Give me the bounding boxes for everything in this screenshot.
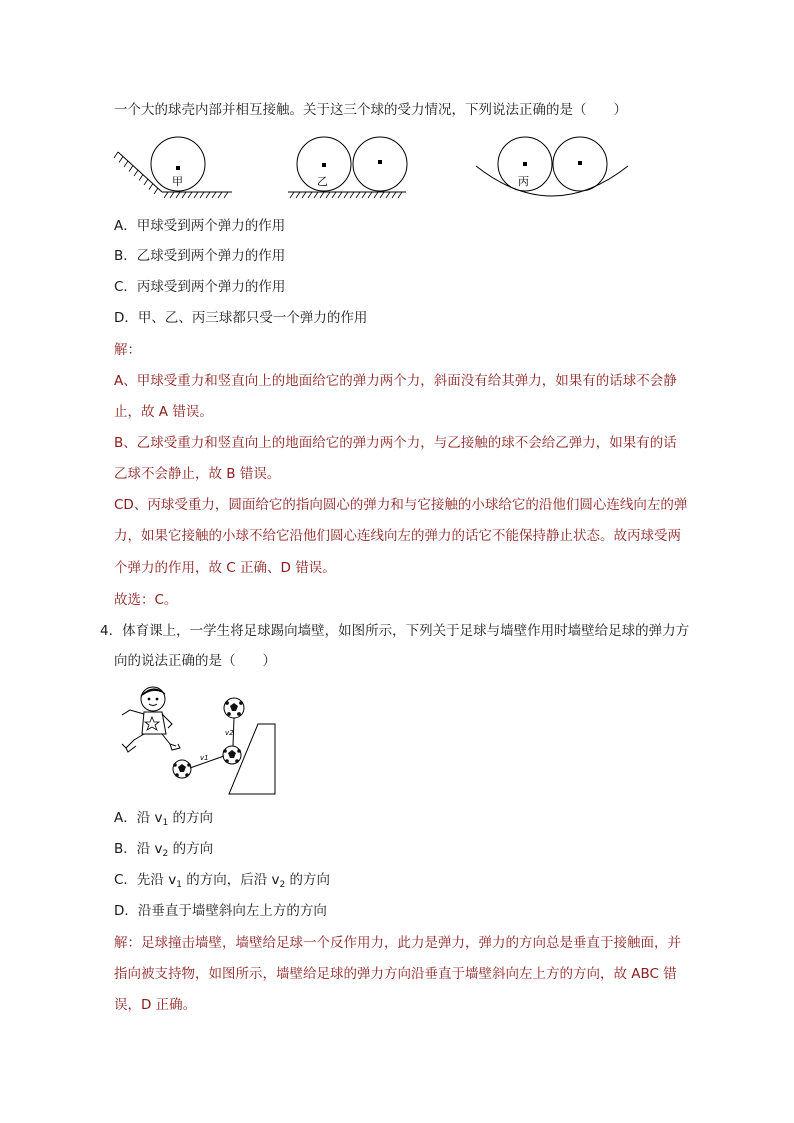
q3-stem: 一个大的球壳内部并相互接触。关于这三个球的受力情况，下列说法正确的是（ ） [114, 102, 627, 118]
q3-solution-line: 乙球不会静止，故 B 错误。 [114, 466, 281, 482]
q3-option-b: B．乙球受到两个弹力的作用 [114, 248, 286, 264]
q3-solution-head: 解： [114, 342, 141, 358]
q3-solution-line: 止，故 A 错误。 [114, 404, 213, 420]
q3-solution-line: A、甲球受重力和竖直向上的地面给它的弹力两个力，斜面没有给其弹力，如果有的话球不会静 [114, 373, 677, 389]
q4-solution-line: 误，D 正确。 [114, 997, 197, 1013]
q3-option-a: A．甲球受到两个弹力的作用 [114, 218, 286, 234]
ball-start [173, 760, 191, 778]
q4-figure [112, 682, 292, 798]
q4-stem-line2: 向的说法正确的是（ ） [114, 653, 276, 669]
q3-option-c: C．丙球受到两个弹力的作用 [114, 279, 286, 295]
q3-solution-line: 力，如果它接触的小球不给它沿他们圆心连线向左的弹力的话它不能保持静止状态。故丙球受两 [114, 528, 681, 544]
q4-option-a: A．沿 $v_1$ 的方向 [114, 810, 214, 828]
ball-impact [223, 746, 241, 764]
ball-rebound [224, 698, 244, 718]
label-bing: 丙 [518, 175, 529, 188]
v2-label: v2 [225, 729, 234, 737]
yi-setup [288, 137, 407, 198]
q3-solution-line: CD、丙球受重力，圆面给它的指向圆心的弹力和与它接触的小球给它的沿他们圆心连线向左的弹 [114, 497, 688, 513]
q4-stem-line1: 4．体育课上，一学生将足球踢向墙壁，如图所示，下列关于足球与墙壁作用时墙壁给足球的弹力方 [100, 623, 690, 639]
q4-option-b: B．沿 $v_2$ 的方向 [114, 841, 214, 859]
q3-figure [110, 130, 630, 200]
label-jia: 甲 [172, 175, 183, 188]
v1-label: v1 [200, 754, 209, 762]
bing-setup [476, 137, 628, 196]
q3-solution-line: 个弹力的作用，故 C 正确、D 错误。 [114, 560, 336, 576]
q4-option-c: C．先沿 $v_1$ 的方向，后沿 $v_2$ 的方向 [114, 872, 331, 890]
q3-option-d: D．甲、乙、丙三球都只受一个弹力的作用 [114, 310, 368, 326]
label-yi: 乙 [317, 175, 328, 188]
q3-solution-line: B、乙球受重力和竖直向上的地面给它的弹力两个力，与乙接触的球不会给乙弹力，如果有的话 [114, 435, 677, 451]
q4-solution-line: 指向被支持物，如图所示，墙壁给足球的弹力方向沿垂直于墙壁斜向左上方的方向，故 ABC 错 [114, 966, 677, 982]
kicking-student [122, 687, 180, 752]
jia-setup [114, 137, 232, 198]
q3-answer: 故选：C。 [114, 592, 178, 608]
q4-option-d: D．沿垂直于墙壁斜向左上方的方向 [114, 903, 327, 919]
q4-solution-line: 解：足球撞击墙壁，墙壁给足球一个反作用力，此力是弹力，弹力的方向总是垂直于接触面，并 [114, 935, 681, 951]
